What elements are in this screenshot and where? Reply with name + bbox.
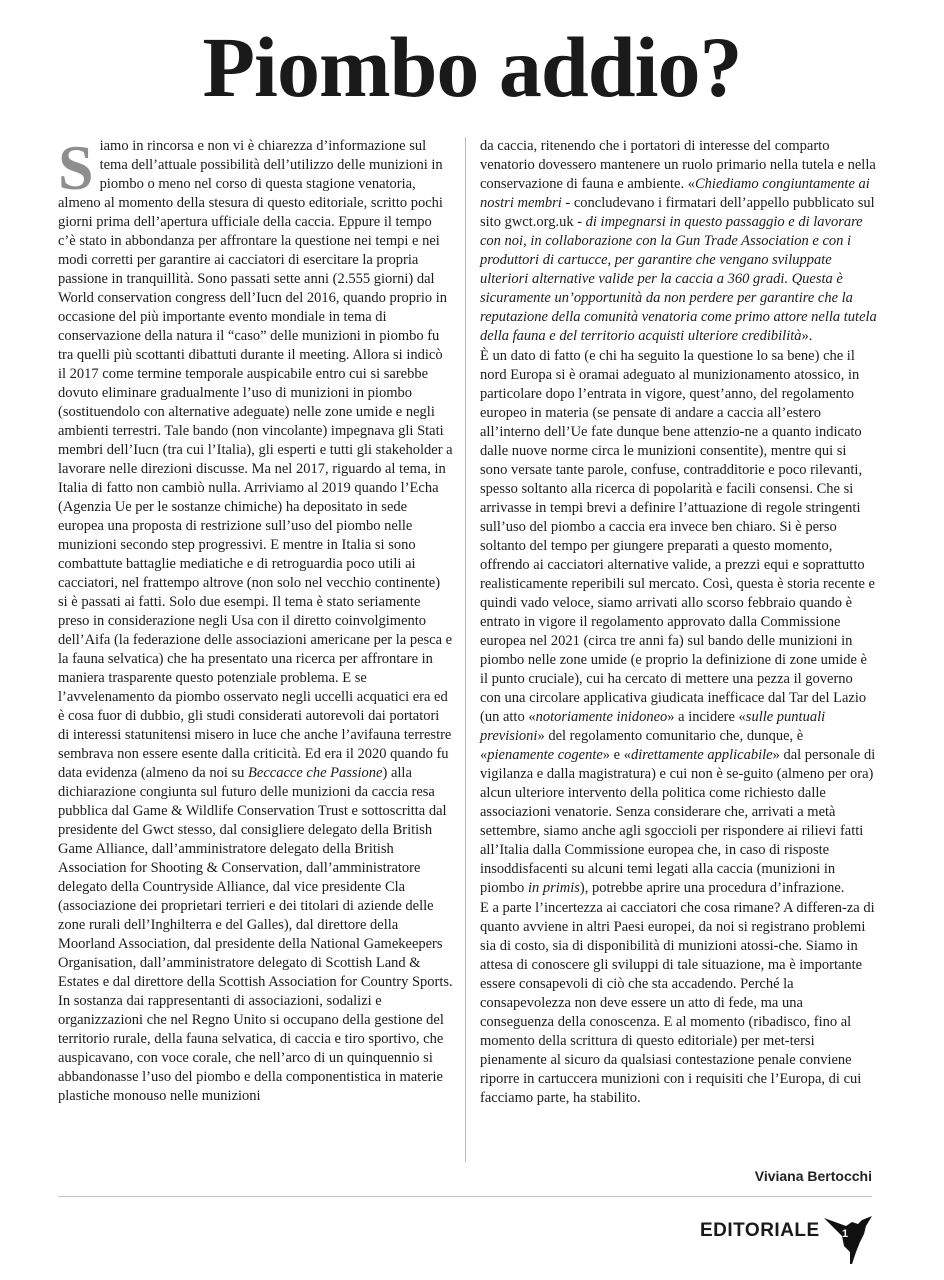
article-paragraph: E a parte l’incertezza ai cacciatori che cosa rimane? A differen-za di quanto avviene in altri Paesi europei, da noi si registrano problemi sia di costo, sia di disponibilità di munizioni atossi-che. Siamo in attesa di conoscere gli sviluppi di tale situazione, ma è importante essere consapevoli di ciò che sta accadendo. Perché la consapevolezza non deve essere un atto di fede, ma una conseguenza della conoscenza. E al momento (ribadisco, fino al momento della scrittura di questo editoriale) per met-tersi pienamente al sicuro da qualsiasi contestazione penale conviene riporre in cartuccera munizioni con i requisiti che l’Europa, di cui facciamo parte, ha stabilito. — [480, 900, 875, 1106]
article-text: iamo in rincorsa e non vi è chiarezza d’informazione sul tema dell’attuale possibilità dell’utilizzo delle munizioni in piombo o meno nel corso di questa stagione venatoria, almeno al momento della stesura di questo editoriale, scritto pochi giorni prima dell’apertura ufficiale della caccia. Eppure il tempo c’è stato in abbondanza per affrontare la questione nei tempi e nei modi corretti per garantire ai cacciatori di esercitare la propria passione in tranquillità. Sono passati sette anni (2.555 giorni) dal World conservation congress dell’Iucn del 2016, quando proprio in occasione del più importante evento mondiale in tema di conservazione della natura il “caso” delle munizioni in piombo fu tra quelli più scottanti dibattuti durante il meeting. Allora si indicò il 2017 come termine temporale auspicabile entro cui si sarebbe dovuto eliminare gradualmente l’uso di munizioni in piombo (sostituendolo con alternative adeguate) nelle zone umide e negli ambienti terrestri. Tale bando (non vincolante) impegnava gli Stati membri dell’Iucn (tra cui l’Italia), gli esperti e tutti gli stakeholder a lavorare nelle direzioni discusse. Ma nel 2017, riguardo al tema, in Italia di fatto non cambiò nulla. Arriviamo al 2019 quando l’Echa (Agenzia Ue per le sostanze chimiche) ha depositato in sede europea una proposta di restrizione sull’uso del piombo nelle munizioni secondo step progressivi. E mentre in Italia si sono combattute battaglie mediatiche e di retroguardia poco utili ai cacciatori, nel frattempo altrove (non solo nel vecchio continente) si è passati ai fatti. Solo due esempi. Il tema è stato seriamente preso in considerazione negli Usa con il diretto coinvolgimento dell’Aifa (la federazione delle associazioni americane per la pesca e la fauna selvatica) che ha presentato una ricerca per affrontare in maniera trasparente questo potenziale problema. E se l’avvelenamento da piombo osservato negli uccelli acquatici era ed è cosa fuor di dubbio, gli studi considerati autorevoli dai portatori di interessi statunitensi misero in luce che anche l’avifauna terrestre sembrava non essere esente dalla criticità. Ed era il 2020 quando fu data evidenza (almeno da noi su — [58, 138, 453, 781]
quote-text: notoriamente inidoneo — [535, 709, 668, 725]
article-text: ». — [801, 328, 813, 344]
article-text: ), potrebbe aprire una procedura d’infrazione. — [579, 880, 845, 896]
article-text: » a incidere « — [667, 709, 746, 725]
quote-text: pienamente cogente — [487, 747, 603, 763]
article-right-column — [480, 137, 877, 1108]
quote-text: sulle puntuali previsioni — [480, 709, 826, 744]
article-text: » del regolamento comunitario che, dunque, è « — [480, 728, 804, 763]
footer-divider — [58, 1196, 872, 1197]
article-text: da caccia, ritenendo che i portatori di interesse del comparto venatorio dovessero mantenere un ruolo primario nella tutela e nella conservazione di fauna e ambiente. « — [480, 138, 876, 192]
magazine-name: Beccacce che Passione — [248, 765, 383, 781]
quote-text: direttamente applicabile — [630, 747, 773, 763]
quote-text: Chiediamo congiuntamente ai nostri membri — [480, 176, 870, 211]
quote-text: di impegnarsi in questo passaggio e di lavorare con noi, in collaborazione con la Gun Trade Association e con i produttori di cartucce, per garantire che vengano sviluppate ulteriori alternative valide per la caccia a 360 gradi. Questa è sicuramente un’opportunità da non perdere per garantire che la reputazione della comunità venatoria come primo attore nella tutela della fauna e del territorio acquisti ulteriore credibilità — [480, 214, 877, 344]
article-paragraph — [480, 347, 877, 898]
article-left-column — [58, 132, 453, 1106]
page-title: Piombo addio? — [202, 19, 742, 115]
section-label: EDITORIALE — [700, 1220, 820, 1241]
author-byline: Viviana Bertocchi — [754, 1168, 872, 1184]
article-text: ) alla dichiarazione congiunta sul futuro delle munizioni da caccia resa pubblica dal Game & Wildlife Conservation Trust e sottoscritta dal presidente del Gwct stesso, dal consigliere delegato della British Game Alliance, dall’amministratore delegato della British Association for Shooting & Conservation, dall’amministratore delegato della Countryside Alliance, dal vice presidente Cla (associazione dei proprietari terrieri e dei titolari di aziende delle zone rurali dell’Inghilterra e del Galles), dal direttore della Moorland Association, dal presidente della National Gamekeepers Organisation, dall’amministratore delegato di Scottish Land & Estates e dal direttore della Scottish Association for Country Sports. In sostanza dai rappresentanti di associazioni, sodalizi e organizzazioni che nel Regno Unito si occupano della gestione del territorio rurale, della fauna selvatica, di caccia e tiro sportivo, che auspicavano, con voce corale, che nell’arco di un quinquennio si abbandonasse l’uso del piombo e della componentistica in materie plastiche monouso nelle munizioni — [58, 765, 453, 1104]
page-number: 1 — [841, 1228, 849, 1240]
article-text: È un dato di fatto (e chi ha seguito la questione lo sa bene) che il nord Europa si è oramai adeguato al munizionamento atossico, in particolare dopo l’entrata in vigore, quest’anno, del regolamento europeo in materia (se pensate di andare a caccia all’estero all’interno dell’Ue fate dunque bene attenzio-ne a quanto indicato dalle nuove norme circa le munizioni consentite), mentre qui si sono versate tante parole, confuse, contradditorie e poco rilevanti, spesso soltanto alla ricerca di popolarità e facili consensi. Che si arrivasse in tempi brevi a definire l’attuazione di regole stringenti sull’uso del piombo a caccia era invece ben chiaro. Si è perso soltanto del tempo per giungere preparati a questo momento, offrendo ai cacciatori alternative valide, a prezzi equi e soprattutto realisticamente reperibili sul mercato. Così, questa è storia recente e quindi vado veloce, siamo arrivati allo scorso febbraio quando è entrato in vigore il regolamento approvato dalla Commissione europea nel 2021 (circa tre anni fa) sul bando delle munizioni in piombo nelle zone umide (e proprio la definizione di zone umide è il punto cruciale), cui ha cercato di mettere una pezza il governo con una circolare applicativa giudicata inefficace dal Tar del Lazio (un atto « — [480, 348, 875, 725]
latin-phrase: in primis — [527, 880, 580, 896]
article-text: - concludevano i firmatari dell’appello pubblicato sul sito gwct.org.uk - — [480, 195, 875, 230]
article-text: » dal personale di vigilanza e dalla magistratura) e cui non è se-guito (almeno per ora) alcun ulteriore intervento della politica come richiesto dalle associazioni venatorie. Senza considerare che, arrivati a metà settembre, siamo anche agli sgoccioli per rispondere ai rilievi fatti all’Italia dalla Commissione europea che, in caso di risposte insoddisfacenti su alcuni temi legati alla caccia (munizioni in piombo — [480, 747, 876, 896]
column-divider — [465, 137, 466, 1162]
article-paragraph — [58, 132, 453, 1106]
article-text: » e « — [602, 747, 631, 763]
article-paragraph — [480, 137, 877, 346]
drop-cap: S — [58, 132, 94, 203]
